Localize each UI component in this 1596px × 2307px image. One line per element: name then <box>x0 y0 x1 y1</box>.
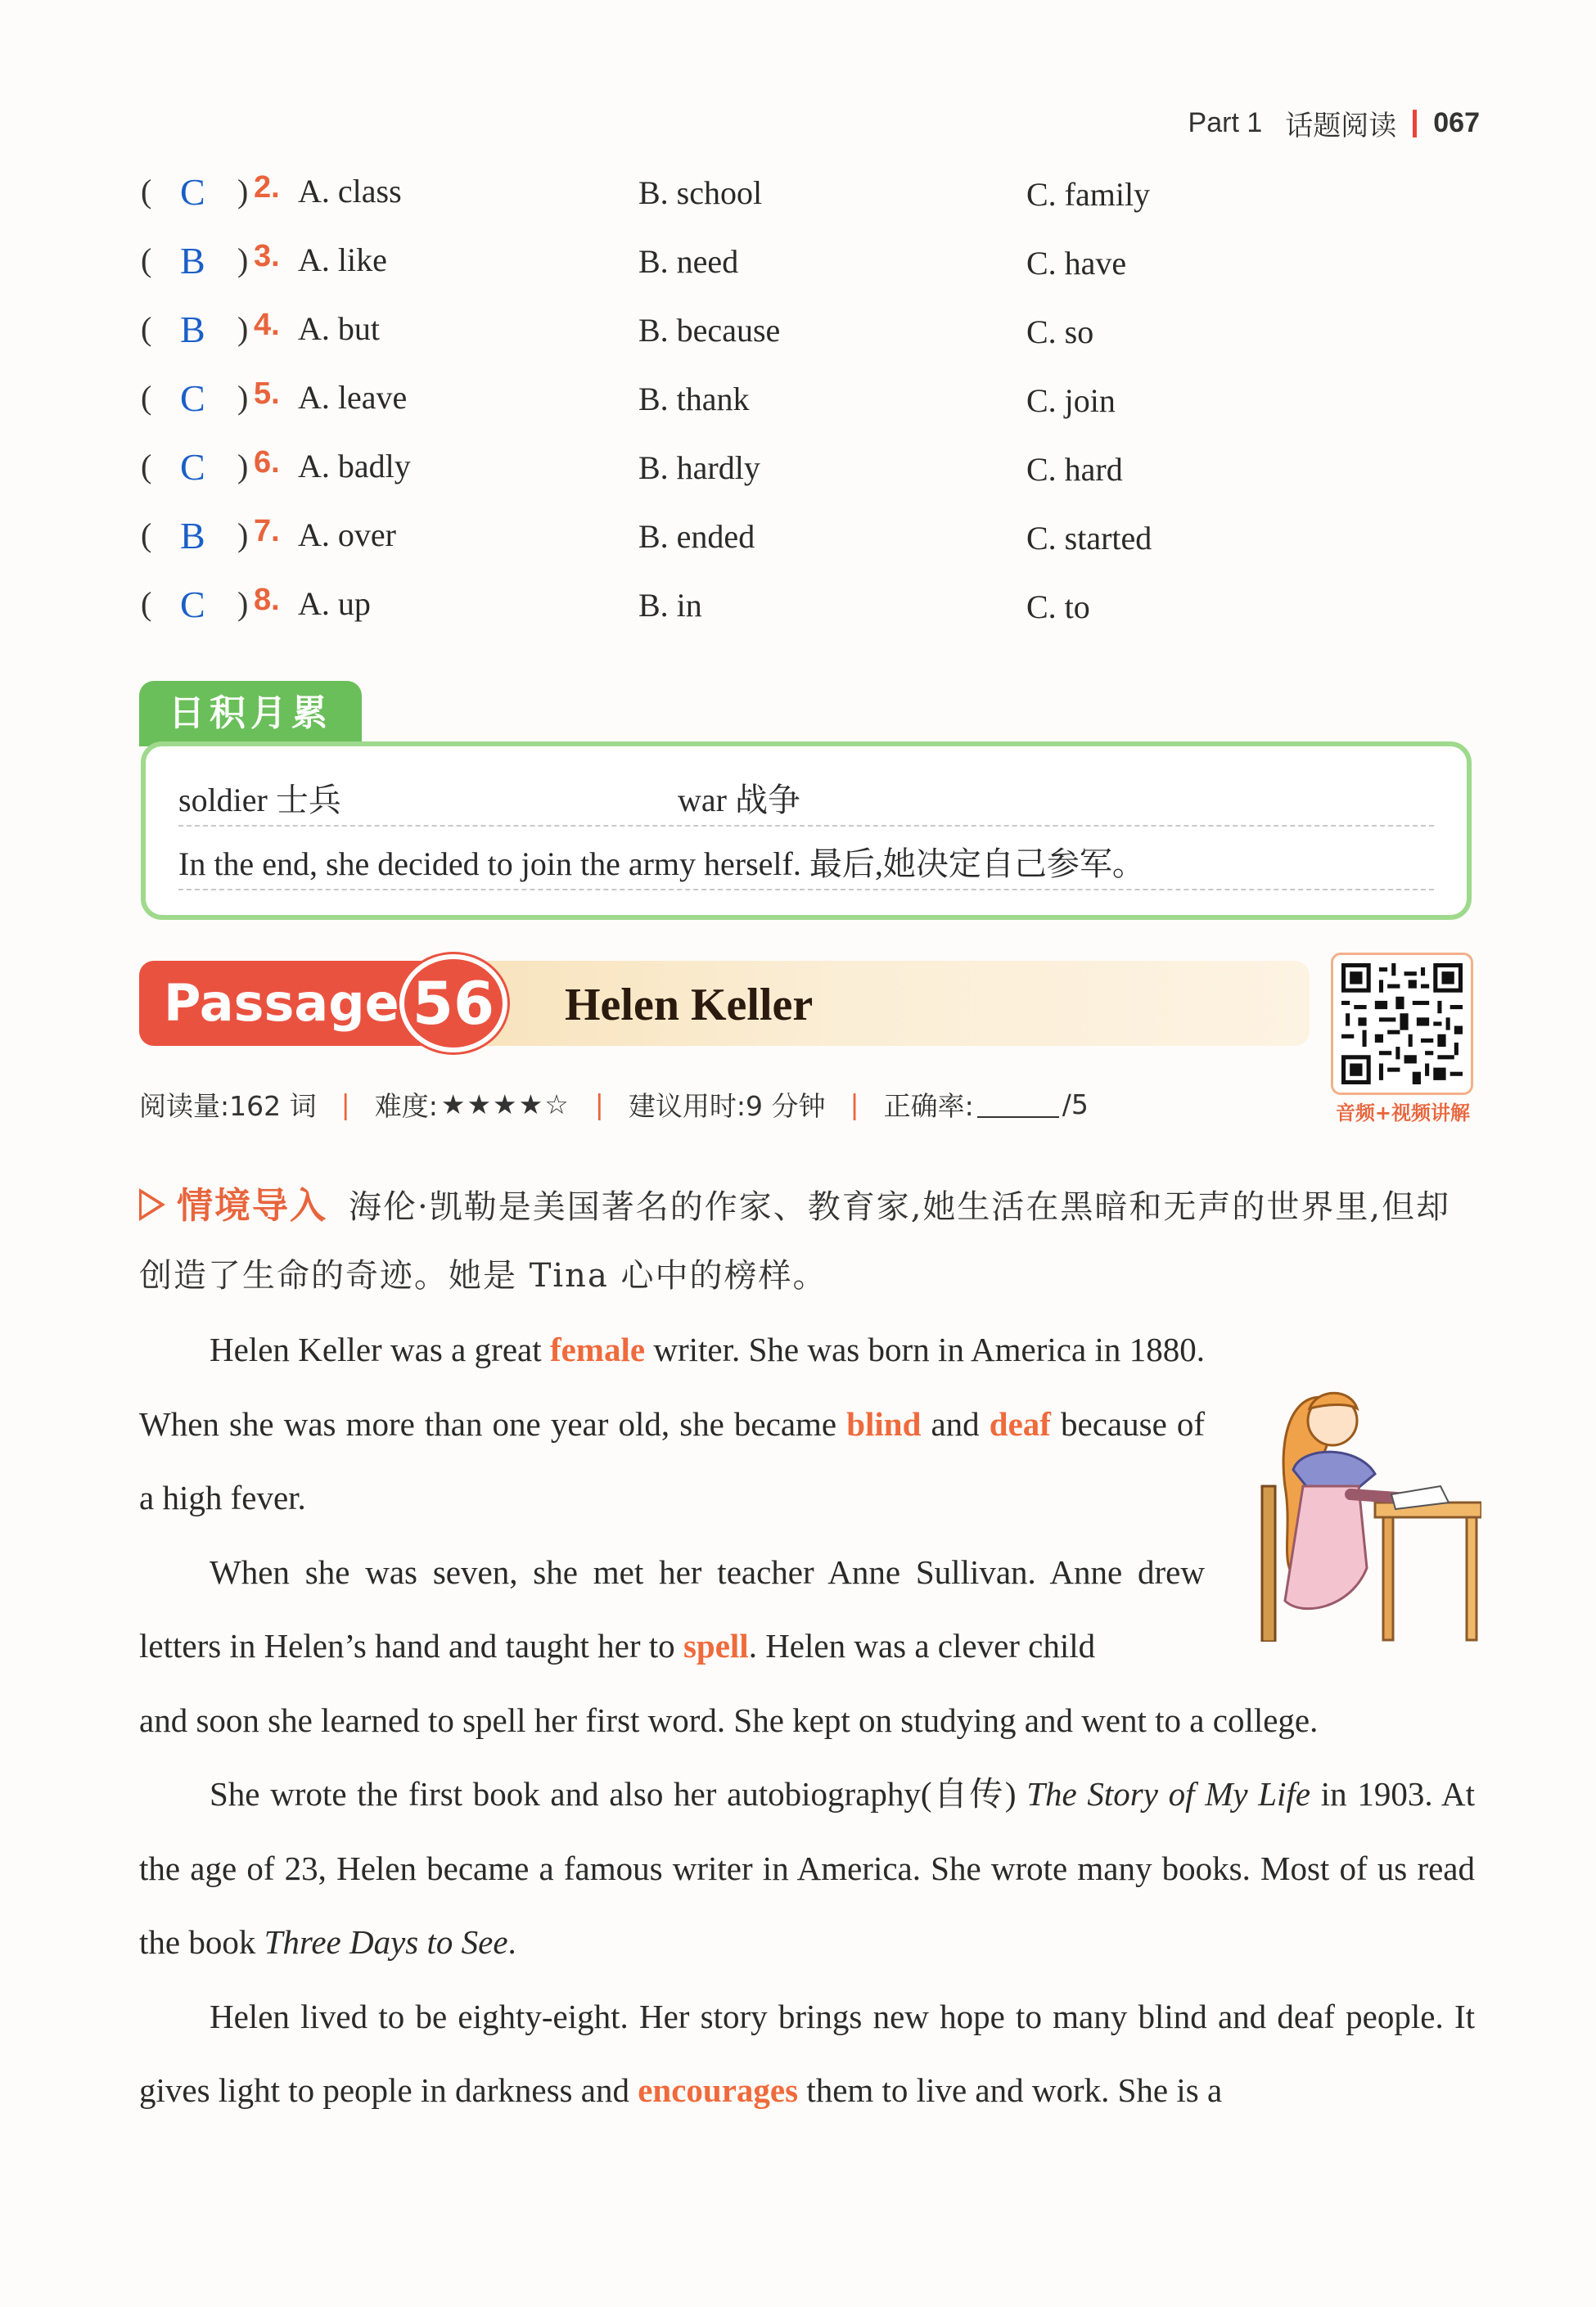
answer-letter: C <box>180 377 205 419</box>
intro-text: 海伦·凯勒是美国著名的作家、教育家,她生活在黑暗和无声的世界里,但却创造了生命的奇迹。她是 Tina 心中的榜样。 <box>139 1188 1451 1295</box>
option-c: C. so <box>1026 313 1094 350</box>
difficulty-stars-icon: ★★★★☆ <box>440 1088 570 1120</box>
intro-section <box>139 1172 1475 1310</box>
answer-row <box>141 378 1467 427</box>
open-paren: ( <box>141 585 152 622</box>
qr-code[interactable] <box>1331 953 1473 1095</box>
paragraph-2-continued <box>139 1683 1475 1758</box>
reading-count: 阅读量:162 词 <box>139 1090 317 1122</box>
option-b: B. because <box>638 312 781 349</box>
text-run: . Helen was a clever child <box>748 1627 1096 1665</box>
close-paren: ) <box>237 241 249 278</box>
close-paren: ) <box>237 173 249 210</box>
vocab-word: war 战争 <box>678 782 800 818</box>
answer-row <box>141 241 1467 290</box>
text-run: . <box>507 1923 516 1961</box>
passage-number: 56 <box>399 954 507 1052</box>
close-paren: ) <box>237 585 249 622</box>
answer-letter: B <box>180 515 205 556</box>
stats-divider: | <box>340 1088 350 1120</box>
paragraph-4 <box>139 1980 1475 2128</box>
option-a: A. over <box>298 516 396 553</box>
question-number: 8. <box>254 583 280 617</box>
difficulty-label: 难度: <box>374 1090 438 1122</box>
text-run: because of a high fever. <box>139 1404 1206 1516</box>
option-c: C. to <box>1026 588 1090 625</box>
accuracy-label: 正确率: <box>883 1090 974 1122</box>
keyword-spell: spell <box>683 1627 749 1665</box>
option-a: A. badly <box>298 448 411 484</box>
option-c: C. join <box>1026 382 1116 419</box>
option-b: B. ended <box>638 518 755 555</box>
option-a: A. leave <box>298 379 408 416</box>
stats-divider: | <box>850 1088 859 1120</box>
option-a: A. up <box>298 585 371 622</box>
answer-row <box>141 309 1467 358</box>
open-paren: ( <box>141 173 152 210</box>
keyword-female: female <box>549 1331 646 1368</box>
option-c: C. hard <box>1026 451 1123 488</box>
qr-code-icon <box>1341 963 1463 1084</box>
text-run: in 1903. At the age of 23, Helen became a famous writer in America. She wrote many books. Most of us read the book <box>139 1775 1475 1961</box>
answer-row <box>141 584 1467 633</box>
text-run: them to live and work. She is a <box>798 2071 1223 2109</box>
close-paren: ) <box>237 516 249 553</box>
option-a: A. but <box>298 310 380 347</box>
keyword-encourages: encourages <box>638 2071 799 2109</box>
passage-title: Helen Keller <box>565 980 814 1030</box>
vocab-word-line <box>178 774 1434 827</box>
text-run: and <box>921 1404 990 1443</box>
answer-letter: B <box>180 240 205 282</box>
play-triangle-icon <box>139 1188 165 1221</box>
qr-label: 音频+视频讲解 <box>1335 1102 1471 1124</box>
open-paren: ( <box>141 379 152 416</box>
answer-row <box>141 516 1467 565</box>
book-title-story: The Story of My Life <box>1026 1775 1311 1813</box>
text-run: Helen Keller was a great <box>210 1331 550 1368</box>
option-c: C. have <box>1026 245 1127 282</box>
option-a: A. like <box>298 241 387 278</box>
passage-label: Passage <box>139 961 426 1046</box>
passage-body <box>139 1313 1475 2128</box>
option-b: B. thank <box>638 381 750 417</box>
option-b: B. hardly <box>638 449 760 486</box>
keyword-deaf: deaf <box>989 1404 1051 1443</box>
answer-letter: C <box>180 171 205 213</box>
option-b: B. in <box>638 587 702 624</box>
suggested-time: 建议用时:9 分钟 <box>628 1090 826 1122</box>
passage-banner <box>139 954 1310 1052</box>
question-number: 5. <box>254 376 280 411</box>
option-a: A. class <box>298 173 402 210</box>
close-paren: ) <box>237 448 249 484</box>
option-b: B. school <box>638 174 763 211</box>
vocab-sentence: In the end, she decided to join the army herself. 最后,她决定自己参军。 <box>178 838 1434 890</box>
answer-letter: B <box>180 309 205 350</box>
close-paren: ) <box>237 379 249 416</box>
accuracy-blank[interactable] <box>977 1092 1059 1118</box>
question-number: 6. <box>254 445 280 480</box>
vocab-box-title: 日积月累 <box>139 681 362 746</box>
paragraph-1 <box>139 1313 1205 1535</box>
question-number: 3. <box>254 239 280 273</box>
header-divider <box>1413 110 1417 137</box>
text-run: She wrote the first book and also her autobiography(自传) <box>210 1775 1027 1813</box>
keyword-blind: blind <box>846 1404 922 1443</box>
stats-divider: | <box>594 1088 604 1120</box>
page-number: 067 <box>1433 107 1480 138</box>
text-run: When she was seven, she met her teacher Anne Sullivan. Anne drew letters in Helen’s hand and taught her to <box>139 1552 1205 1665</box>
intro-tag: 情境导入 <box>177 1185 327 1227</box>
answer-row <box>141 172 1467 221</box>
option-c: C. started <box>1026 520 1152 556</box>
answer-letter: C <box>180 584 205 625</box>
open-paren: ( <box>141 516 152 553</box>
reading-stats <box>139 1085 1089 1124</box>
accuracy-total: /5 <box>1062 1088 1089 1120</box>
book-title-three-days: Three Days to See <box>264 1923 508 1961</box>
paragraph-3 <box>139 1757 1475 1980</box>
paragraph-2 <box>139 1535 1205 1683</box>
question-number: 7. <box>254 514 280 548</box>
open-paren: ( <box>141 241 152 278</box>
option-b: B. need <box>638 243 739 280</box>
header-part: Part 1 <box>1188 107 1263 138</box>
close-paren: ) <box>237 310 249 347</box>
text-run: writer. She was born in America in 1880. When she was more than one year old, she became <box>139 1331 1205 1443</box>
open-paren: ( <box>141 310 152 347</box>
header-section: 话题阅读 <box>1285 110 1397 142</box>
question-number: 4. <box>254 308 280 342</box>
answer-row <box>141 447 1467 496</box>
open-paren: ( <box>141 448 152 484</box>
question-number: 2. <box>254 170 280 205</box>
option-c: C. family <box>1026 176 1151 213</box>
vocab-box <box>141 741 1472 920</box>
vocab-word: soldier 士兵 <box>178 782 341 818</box>
page-header <box>1188 103 1480 143</box>
text-run: and soon she learned to spell her first word. She kept on studying and went to a college. <box>139 1701 1319 1739</box>
text-run: Helen lived to be eighty-eight. Her story brings new hope to many blind and deaf people. It gives light to people in darkness and <box>139 1997 1475 2109</box>
answer-letter: C <box>180 446 205 488</box>
